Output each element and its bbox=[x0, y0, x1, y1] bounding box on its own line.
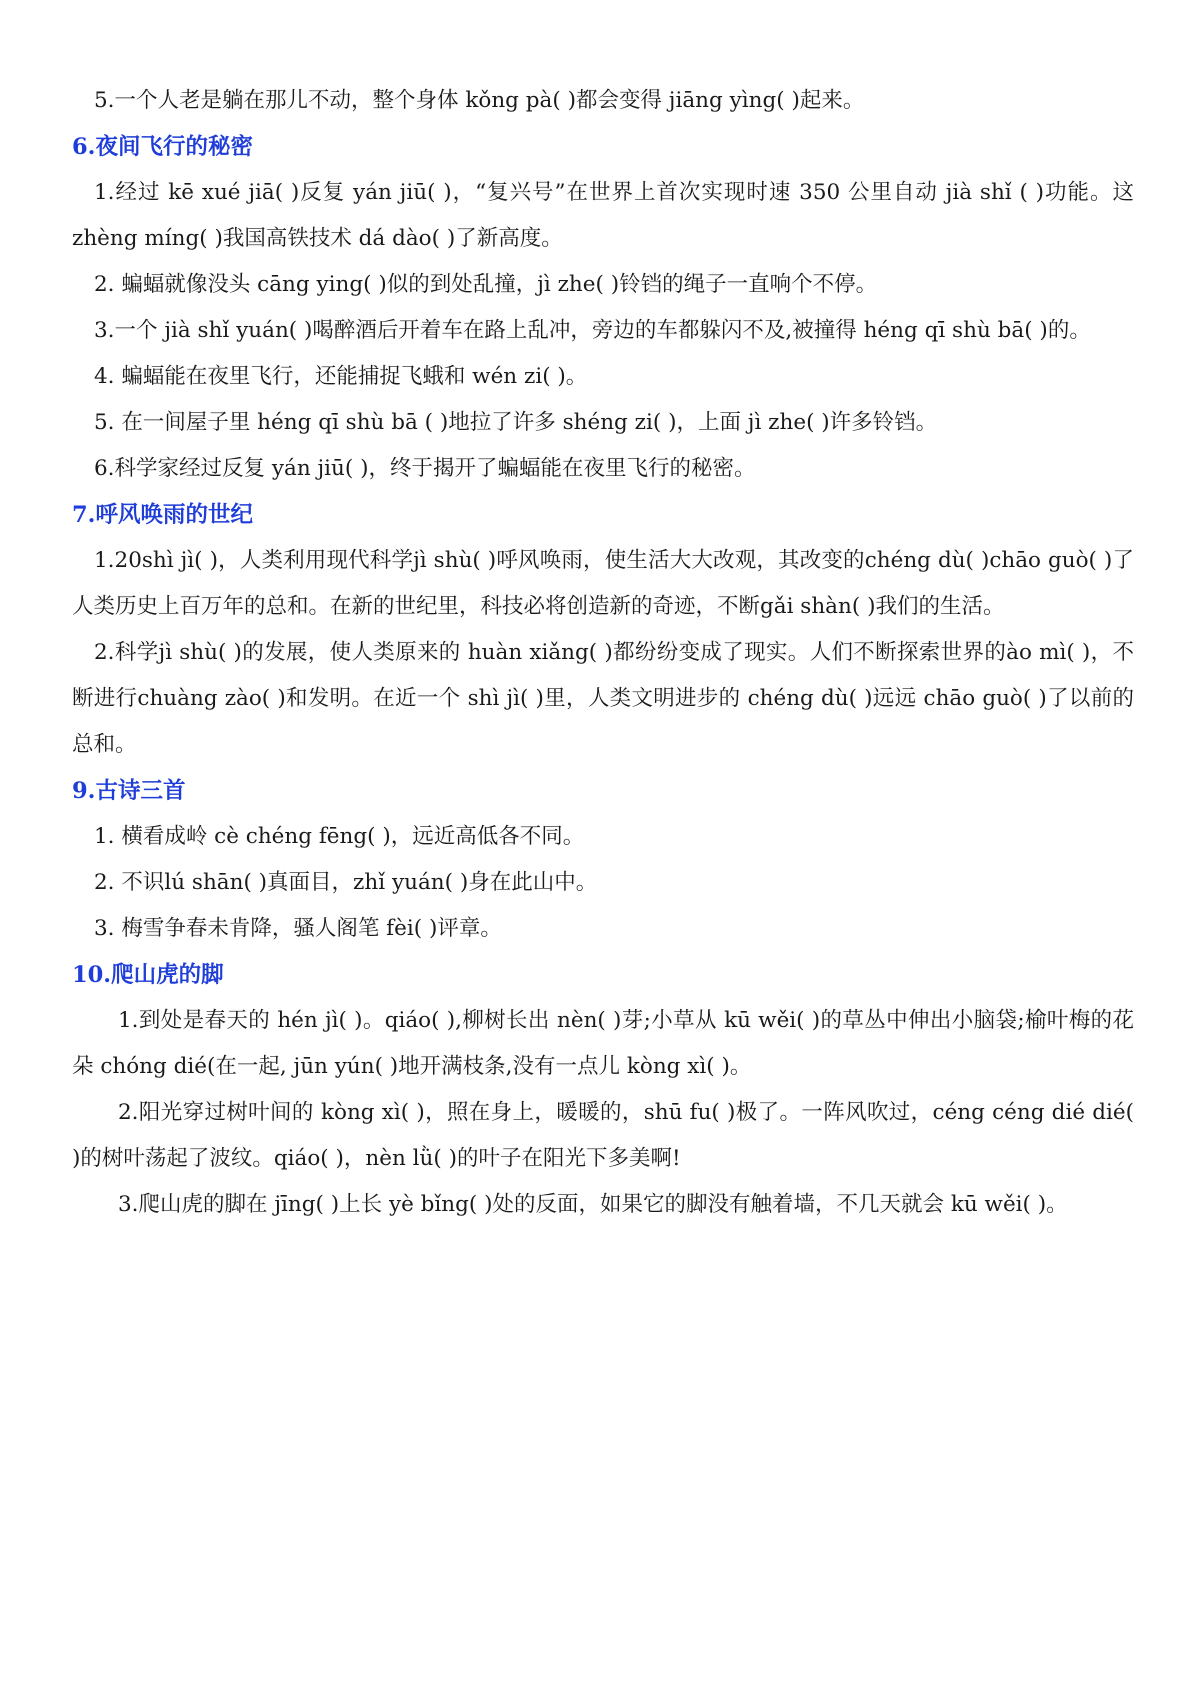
section-10-title: 10.爬山虎的脚 bbox=[72, 962, 224, 988]
s9-question-3: 3. 梅雪争春未肯降，骚人阁笔 fèi( )评章。 bbox=[94, 916, 502, 941]
s7-question-1: 1.20shì jì( )，人类利用现代科学jì shù( )呼风唤雨，使生活大大改观，其改变的chéng dù( )chāo guò( )了人类历史上百万年的总和。在新的世纪里，科技必将创造新的奇迹，不断gǎi shàn( )我们的生活。 bbox=[72, 548, 1134, 619]
s10-question-2: 2.阳光穿过树叶间的 kòng xì( )，照在身上，暖暖的，shū fu( )极了。一阵风吹过，céng céng dié dié( )的树叶荡起了波纹。qiáo( )，nèn lǜ( )的叶子在阳光下多美啊! bbox=[72, 1100, 1134, 1171]
s9-question-1: 1. 横看成岭 cè chéng fēng( )，远近高低各不同。 bbox=[94, 824, 585, 849]
s6-question-2: 2. 蝙蝠就像没头 cāng ying( )似的到处乱撞，jì zhe( )铃铛的绳子一直响个不停。 bbox=[94, 272, 878, 297]
s10-question-1: 1.到处是春天的 hén jì( )。qiáo( ),柳树长出 nèn( )芽;小草从 kū wěi( )的草丛中伸出小脑袋;榆叶梅的花朵 chóng dié(在一起, jūn yún( )地开满枝条,没有一点儿 kòng xì( )。 bbox=[72, 1008, 1134, 1079]
s9-question-2: 2. 不识lú shān( )真面目，zhǐ yuán( )身在此山中。 bbox=[94, 870, 598, 895]
s6-question-3: 3.一个 jià shǐ yuán( )喝醉酒后开着车在路上乱冲，旁边的车都躲闪不及,被撞得 héng qī shù bā( )的。 bbox=[94, 318, 1091, 343]
worksheet-page bbox=[72, 78, 1134, 1228]
s7-question-2: 2.科学jì shù( )的发展，使人类原来的 huàn xiǎng( )都纷纷变成了现实。人们不断探索世界的ào mì( )，不断进行chuàng zào( )和发明。在近一个 shì jì( )里，人类文明进步的 chéng dù( )远远 chāo guò( )了以前的总和。 bbox=[72, 640, 1134, 757]
question-5-prev: 5.一个人老是躺在那儿不动，整个身体 kǒng pà( )都会变得 jiāng yìng( )起来。 bbox=[94, 88, 865, 113]
s6-question-1: 1.经过 kē xué jiā( )反复 yán jiū( )，“复兴号”在世界上首次实现时速 350 公里自动 jià shǐ ( )功能。这 zhèng míng( )我国高铁技术 dá dào( )了新高度。 bbox=[72, 180, 1134, 251]
s6-question-4: 4. 蝙蝠能在夜里飞行，还能捕捉飞蛾和 wén zi( )。 bbox=[94, 364, 588, 389]
section-9-title: 9.古诗三首 bbox=[72, 778, 186, 804]
s10-question-3: 3.爬山虎的脚在 jīng( )上长 yè bǐng( )处的反面，如果它的脚没有触着墙，不几天就会 kū wěi( )。 bbox=[118, 1192, 1068, 1217]
s6-question-6: 6.科学家经过反复 yán jiū( )，终于揭开了蝙蝠能在夜里飞行的秘密。 bbox=[94, 456, 756, 481]
s6-question-5: 5. 在一间屋子里 héng qī shù bā ( )地拉了许多 shéng zi( )，上面 jì zhe( )许多铃铛。 bbox=[94, 410, 938, 435]
section-7-title: 7.呼风唤雨的世纪 bbox=[72, 502, 253, 528]
section-6-title: 6.夜间飞行的秘密 bbox=[72, 134, 253, 160]
